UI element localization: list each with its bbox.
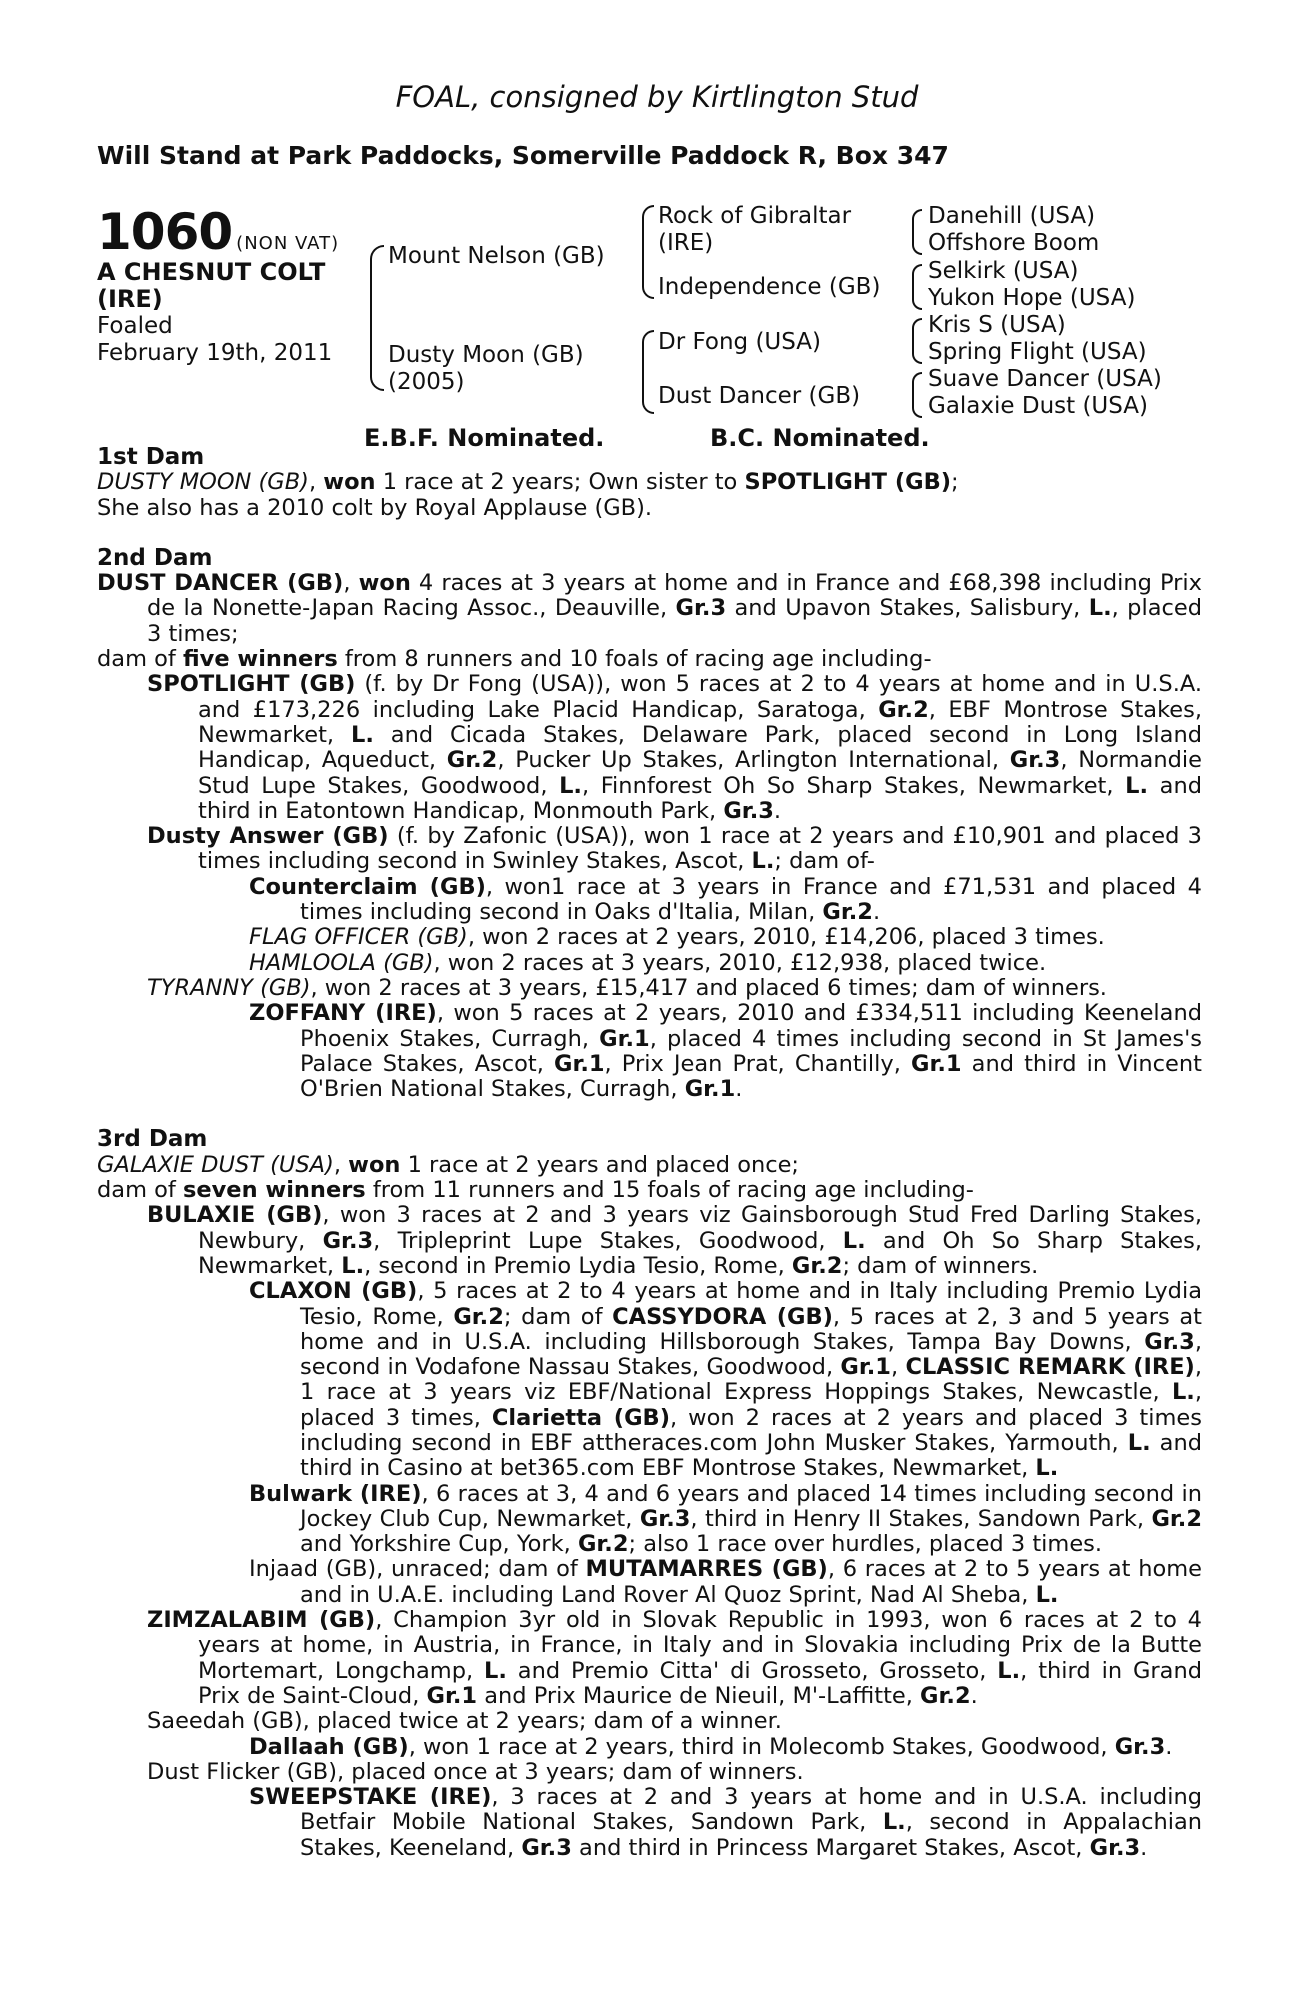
produce-zoffany: ZOFFANY (IRE), won 5 races at 2 years, 2010 and £334,511 including Keeneland Phoenix Stakes, Curragh, Gr.1, placed 4 times including second in St James's Palace Stakes, Ascot, Gr.1, Prix Jean Prat, Chantilly, Gr.1 and third in Vincent O'Brien National Stakes, Curragh, Gr.1. <box>249 1000 1202 1103</box>
second-dam-record: DUST DANCER (GB), won 4 races at 3 years at home and in France and £68,398 including Prix de la Nonette-Japan Racing Assoc., Deauville, Gr.3 and Upavon Stakes, Salisbury, L., placed 3 times; <box>97 570 1202 647</box>
pedigree-brace-dam <box>642 330 654 414</box>
pedigree-dam-sire: Dr Fong (USA) <box>658 329 821 355</box>
pedigree-g-sdd: Yukon Hope (USA) <box>928 285 1136 311</box>
lot-origin: (IRE) <box>97 285 163 313</box>
pedigree-g-dsd: Spring Flight (USA) <box>928 339 1147 365</box>
pedigree-g-ssd: Offshore Boom <box>928 230 1100 256</box>
pedigree-g-sss: Danehill (USA) <box>928 203 1096 229</box>
produce-spotlight: SPOTLIGHT (GB) (f. by Dr Fong (USA)), won 5 races at 2 to 4 years at home and in U.S.A. and £173,226 including Lake Placid Handicap, Saratoga, Gr.2, EBF Montrose Stakes, Newmarket, L. and Cicada Stakes, Delaware Park, placed second in Long Island Handicap, Aqueduct, Gr.2, Pucker Up Stakes, Arlington International, Gr.3, Normandie Stud Lupe Stakes, Goodwood, L., Finnforest Oh So Sharp Stakes, Newmarket, L. and third in Eatontown Handicap, Monmouth Park, Gr.3. <box>147 671 1203 824</box>
produce-sweepstake: SWEEPSTAKE (IRE), 3 races at 2 and 3 years at home and in U.S.A. including Betfair Mobile National Stakes, Sandown Park, L., second in Appalachian Stakes, Keeneland, Gr.3 and third in Princess Margaret Stakes, Ascot, Gr.3. <box>249 1784 1203 1861</box>
pedigree-dam-dam: Dust Dancer (GB) <box>658 383 861 409</box>
produce-dusty-answer: Dusty Answer (GB) (f. by Zafonic (USA)), won 1 race at 2 years and £10,901 and placed 3 times including second in Swinley Stakes, Ascot, L.; dam of- <box>147 823 1202 875</box>
ebf-nomination: E.B.F. Nominated. <box>364 424 605 452</box>
produce-injaad: Injaad (GB), unraced; dam of MUTAMARRES (GB), 6 races at 2 to 5 years at home and in U.A.E. including Land Rover Al Quoz Sprint, Nad Al Sheba, L. <box>249 1556 1202 1608</box>
produce-hamloola: HAMLOOLA (GB), won 2 races at 3 years, 2010, £12,938, placed twice. <box>249 949 1047 976</box>
pedigree-g-dds: Suave Dancer (USA) <box>928 366 1162 392</box>
second-dam-produce: dam of five winners from 8 runners and 10 foals of racing age including- <box>97 646 932 673</box>
pedigree-notes <box>97 445 1202 1861</box>
produce-dallaah: Dallaah (GB), won 1 race at 2 years, third in Molecomb Stakes, Goodwood, Gr.3. <box>249 1733 1173 1760</box>
lot-block <box>97 205 357 367</box>
pedigree-dam: Dusty Moon (GB) <box>388 342 584 368</box>
produce-dust-flicker: Dust Flicker (GB), placed once at 3 years; dam of winners. <box>147 1758 804 1785</box>
first-dam-heading: 1st Dam <box>97 444 205 470</box>
pedigree-sire-dam: Independence (GB) <box>658 274 881 300</box>
lot-number: 1060 <box>97 203 233 261</box>
produce-bulwark: Bulwark (IRE), 6 races at 3, 4 and 6 years and placed 14 times including second in Jockey Club Cup, Newmarket, Gr.3, third in Henry II Stakes, Sandown Park, Gr.2 and Yorkshire Cup, York, Gr.2; also 1 race over hurdles, placed 3 times. <box>249 1480 1202 1558</box>
pedigree-brace-g4 <box>912 372 922 418</box>
pedigree-g-sds: Selkirk (USA) <box>928 258 1079 284</box>
pedigree-brace-main <box>370 245 384 391</box>
foaled-label: Foaled <box>97 313 173 339</box>
lot-description: A CHESNUT COLT <box>97 258 326 286</box>
pedigree-g-ddd: Galaxie Dust (USA) <box>928 393 1149 419</box>
bc-nomination: B.C. Nominated. <box>710 424 930 452</box>
pedigree-brace-g2 <box>912 264 922 310</box>
produce-counterclaim: Counterclaim (GB), won1 race at 3 years in France and £71,531 and placed 4 times including second in Oaks d'Italia, Milan, Gr.2. <box>249 873 1202 926</box>
pedigree-brace-g3 <box>912 318 922 364</box>
consignor-line: FOAL, consigned by Kirtlington Stud <box>395 80 919 114</box>
produce-zimzalabim: ZIMZALABIM (GB), Champion 3yr old in Slovak Republic in 1993, won 6 races at 2 to 4 years at home, in Austria, in France, in Italy and in Slovakia including Prix de la Butte Mortemart, Longchamp, L. and Premio Citta' di Grosseto, Grosseto, L., third in Grand Prix de Saint-Cloud, Gr.1 and Prix Maurice de Nieuil, M'-Laffitte, Gr.2. <box>147 1607 1203 1709</box>
first-dam-note: She also has a 2010 colt by Royal Applause (GB). <box>97 494 653 521</box>
third-dam-produce: dam of seven winners from 11 runners and 15 foals of racing age including- <box>97 1177 974 1204</box>
first-dam-line: DUSTY MOON (GB), won 1 race at 2 years; Own sister to SPOTLIGHT (GB); <box>97 469 959 496</box>
stand-location: Will Stand at Park Paddocks, Somerville Paddock R, Box 347 <box>97 141 949 170</box>
foaled-date: February 19th, 2011 <box>97 340 333 366</box>
second-dam-heading: 2nd Dam <box>97 544 213 571</box>
produce-tyranny: TYRANNY (GB), won 2 races at 3 years, £15,417 and placed 6 times; dam of winners. <box>147 974 1107 1001</box>
third-dam-record: GALAXIE DUST (USA), won 1 race at 2 years and placed once; <box>97 1151 800 1178</box>
third-dam-heading: 3rd Dam <box>97 1126 208 1153</box>
pedigree-brace-sire <box>642 205 654 299</box>
pedigree-sire-sire: Rock of Gibraltar <box>658 203 852 229</box>
produce-bulaxie: BULAXIE (GB), won 3 races at 2 and 3 years viz Gainsborough Stud Fred Darling Stakes, Newbury, Gr.3, Tripleprint Lupe Stakes, Goodwood, L. and Oh So Sharp Stakes, Newmarket, L., second in Premio Lydia Tesio, Rome, Gr.2; dam of winners. <box>147 1202 1202 1279</box>
vat-status: (NON VAT) <box>236 233 340 254</box>
pedigree-dam-year: (2005) <box>388 369 465 395</box>
pedigree-sire: Mount Nelson (GB) <box>388 243 605 269</box>
produce-flag-officer: FLAG OFFICER (GB), won 2 races at 2 years, 2010, £14,206, placed 3 times. <box>249 924 1105 951</box>
produce-claxon: CLAXON (GB), 5 races at 2 to 4 years at home and in Italy including Premio Lydia Tesio, Rome, Gr.2; dam of CASSYDORA (GB), 5 races at 2, 3 and 5 years at home and in U.S.A. including Hillsborough Stakes, Tampa Bay Downs, Gr.3, second in Vodafone Nassau Stakes, Goodwood, Gr.1, CLASSIC REMARK (IRE), 1 race at 3 years viz EBF/National Express Hoppings Stakes, Newcastle, L., placed 3 times, Clarietta (GB), won 2 races at 2 years and placed 3 times including second in EBF attheraces.com John Musker Stakes, Yarmouth, L. and third in Casino at bet365.com EBF Montrose Stakes, Newmarket, L. <box>249 1278 1202 1482</box>
produce-saeedah: Saeedah (GB), placed twice at 2 years; dam of a winner. <box>147 1708 782 1735</box>
pedigree-brace-g1 <box>912 209 922 255</box>
pedigree-g-dss: Kris S (USA) <box>928 312 1066 338</box>
pedigree-sire-sire-origin: (IRE) <box>658 230 714 256</box>
